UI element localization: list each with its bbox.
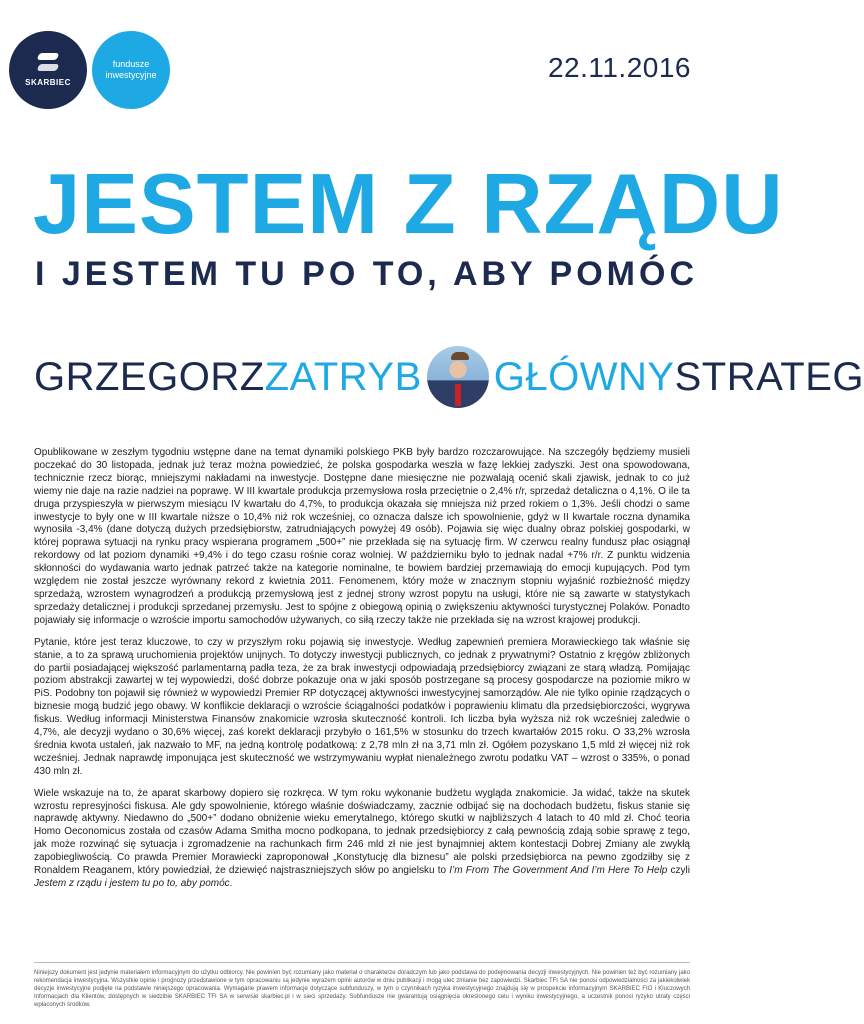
skarbiec-logo bbox=[9, 31, 87, 109]
sub-brand-badge bbox=[92, 31, 170, 109]
paragraph-3-main: Wiele wskazuje na to, że aparat skarbowy dopiero się rozkręca. W tym roku wykonanie budżetu wygląda znakomicie. Ja widać, także na skutek wzrostu represyjności fiskusa. Ale gdy spowolnienie, którego właśnie doświadczamy, zacznie odbijać się na dochodach budżetu, fiskus stanie się naprawdę aktywny. Niedawno do „500+” dodano obniżenie wieku emerytalnego, którego skutki w najbliższych 4 latach to 40 mld zł. Choć teoria Homo Oeconomicus została od czasów Adama Smitha mocno podkopana, to jednak przedsiębiorcy z całą pewnością zdają sobie sprawę z tego, jak może rozwinąć się sytuacja i zgromadzenie na rachunkach firm 246 mld zł nie jest bynajmniej aktem kontestacji Dobrej Zmiany ale zwykłą zapobiegliwością. Co prawda Premier Morawiecki zaproponował „Konstytucję dla biznesu” ale polski przedsiębiorca na pewno zgodziłby się z Ronaldem Reaganem, który powiedział, że dziewięć najstraszniejszych słów po angielsku to bbox=[34, 787, 690, 877]
article-paragraph-1: Opublikowane w zeszłym tygodniu wstępne dane na temat dynamiki polskiego PKB były bardzo rozczarowujące. Na szczegóły będziemy musieli poczekać do 30 listopada, jednak już teraz można powiedzieć, że polska gospodarka weszła w fazę lekkiej zadyszki. Jest ona spowodowana, technicznie rzecz biorąc, mniejszymi nakładami na inwestycje. Dostępne dane miesięczne nie pozwalają ocenić skali zjawisk, jednak to co już wiemy nie daje na razie nadziei na poprawę. W III kwartale produkcja przemysłowa rosła przeciętnie o 2,4% r/r, sprzedaż detaliczna o 4,1%. O ile ta druga przyspieszyła w pierwszym miesiącu IV kwartału do 4,7%, to produkcja okazała się mniejsza niż przed rokiem o 1,3%. Jeśli chodzi o same inwestycje to były one w III kwartale niższe o 10,4% niż rok wcześniej, co oznacza dalsze ich spowolnienie, gdyż w II kwartale roczna dynamika wynosiła -3,4% (dane dotyczą dużych przedsiębiorstw, zatrudniających powyżej 49 osób). Pojawia się więc dualny obraz polskiej gospodarki, w której poprawa sytuacji na rynku pracy wspierana programem „500+” nie przekłada się na sytuację firm. W czerwcu realny fundusz płac osiągnął rekordowy od lat poziom dynamiki +9,4% i do tego czasu rośnie coraz wolniej. W październiku było to jednak nadal +7% r/r. Z punktu widzenia skłonności do wydawania warto jednak patrzeć także na kategorie nominalne, te bowiem bardziej przemawiają do emocji kupujących. Pod tym względem nie został jeszcze wyrównany rekord z kwietnia 2011. Fenomenem, który może w znacznym stopniu wyjaśnić rozbieżność między sprzedażą, wzrostem wynagrodzeń a produkcją przemysłową jest z jednej strony wzrost popytu na usługi, które nie są zawarte w statystykach sprzedaży detalicznej i produkcji sprzedanej przemysłu. Jest to spójne z obiegową opinią o zwiększeniu aktywności turystycznej Polaków. Ponadto pojawiały się informacje o wzroście importu samochodów używanych, co siłą rzeczy także nie przekłada się na wzrost krajowej produkcji. bbox=[34, 447, 690, 626]
skarbiec-s-icon bbox=[38, 53, 58, 71]
paragraph-3-end: . bbox=[229, 878, 233, 889]
publication-date: 22.11.2016 bbox=[547, 52, 691, 83]
author-byline bbox=[34, 345, 864, 409]
article-paragraph-3 bbox=[34, 788, 690, 891]
sub-brand-label: fundusze inwestycyjne bbox=[105, 59, 157, 80]
article-body bbox=[34, 447, 690, 900]
brand-name: SKARBIEC bbox=[25, 78, 71, 87]
article-paragraph-2: Pytanie, które jest teraz kluczowe, to czy w przyszłym roku pojawią się inwestycje. Według zapewnień premiera Morawieckiego tak właśnie się stanie, a to za sprawą uruchomienia projektów unijnych. To dotyczy inwestycji publicznych, co jednak z prywatnymi? Ostatnio z kręgów zbliżonych do partii posiadającej większość parlamentarną padła teza, że za brak inwestycji odpowiadają przedsiębiorcy związani ze starą władzą. Pomijając poziom abstrakcji zawartej w tej wypowiedzi, dość dobrze pokazuje ona w jaki sposób postrzegane są procesy gospodarcze na poziomie mikro w PiS. Podobny ton pojawił się również w wypowiedzi Premier RP dotyczącej aktywności inwestycyjnej samorządów. Ale nie tylko opinie rządzących o biznesie mogą budzić jego obawy. W konflikcie deklaracji o wzroście ściągalności podatków i poprawieniu klimatu dla przedsiębiorczości, wygrywa fiskus. Według informacji Ministerstwa Finansów znakomicie wzrosła skuteczność kontroli. Ich liczba była wyższa niż rok wcześniej zaledwie o 4,7%, ale decyzji wydano o 30,6% więcej, zaś korekt deklaracji przybyło o 161,5% w stosunku do trzech kwartałów 2015 roku. O 33,2% wzrosła średnia kwota ustaleń, jak nazwało to MF, na jedną kontrolę podatkową: z 2,78 mln zł na 3,71 mln zł. Ogółem pozyskano 1,5 mld zł więcej niż rok wcześniej. Jednak naprawdę imponująca jest skuteczność we wstrzymywaniu wypłat nienależnego zwrotu podatku VAT – wzrost o 335%, o ponad 430 mln zł. bbox=[34, 636, 690, 777]
quote-english: I’m From The Government And I’m Here To Help bbox=[449, 865, 668, 877]
author-first-name: GRZEGORZ bbox=[34, 354, 265, 399]
subheadline: I JESTEM TU PO TO, ABY POMÓC bbox=[35, 255, 699, 293]
author-role-first: GŁÓWNY bbox=[493, 354, 675, 399]
headline: JESTEM Z RZĄDU bbox=[33, 157, 784, 252]
author-last-name: ZATRYB bbox=[264, 354, 422, 399]
author-avatar bbox=[427, 346, 489, 408]
quote-polish: Jestem z rządu i jestem tu po to, aby pomóc bbox=[34, 878, 230, 889]
paragraph-3-connector: czyli bbox=[667, 865, 690, 877]
legal-disclaimer: Niniejszy dokument jest jedynie materiałem informacyjnym do użytku odbiorcy. Nie powinien być rozumiany jako materiał o charakterze doradczym lub jako podstawa do podejmowania decyzji inwestycyjnych. Nie powinien też być rozumiany jako rekomendacja inwestycyjna. Wszystkie opinie i prognozy przedstawione w tym opracowaniu są jedynie wyrazem opinii autorów w dniu publikacji i mogą ulec zmianie bez zapowiedzi. Skarbiec TFI SA nie ponosi odpowiedzialności za jakiekolwiek decyzje inwestycyjne podjęte na podstawie niniejszego opracowania. Wymagane prawem informacje dotyczące subfunduszy, w tym o czynnikach ryzyka inwestycyjnego znajdują się w prospekcie informacyjnym SKARBIEC FIO i Kluczowych Informacjach dla Klientów, dostępnych w siedzibie SKARBIEC TFI SA w serwisie skarbiec.pl i w sieci sprzedaży. Subfundusze nie gwarantują osiągnięcia określonego celu i wyniku inwestycyjnego, a uczestnik ponosi ryzyko utraty części wpłaconych środków. bbox=[34, 962, 690, 1009]
author-role-second: STRATEG bbox=[674, 354, 864, 399]
